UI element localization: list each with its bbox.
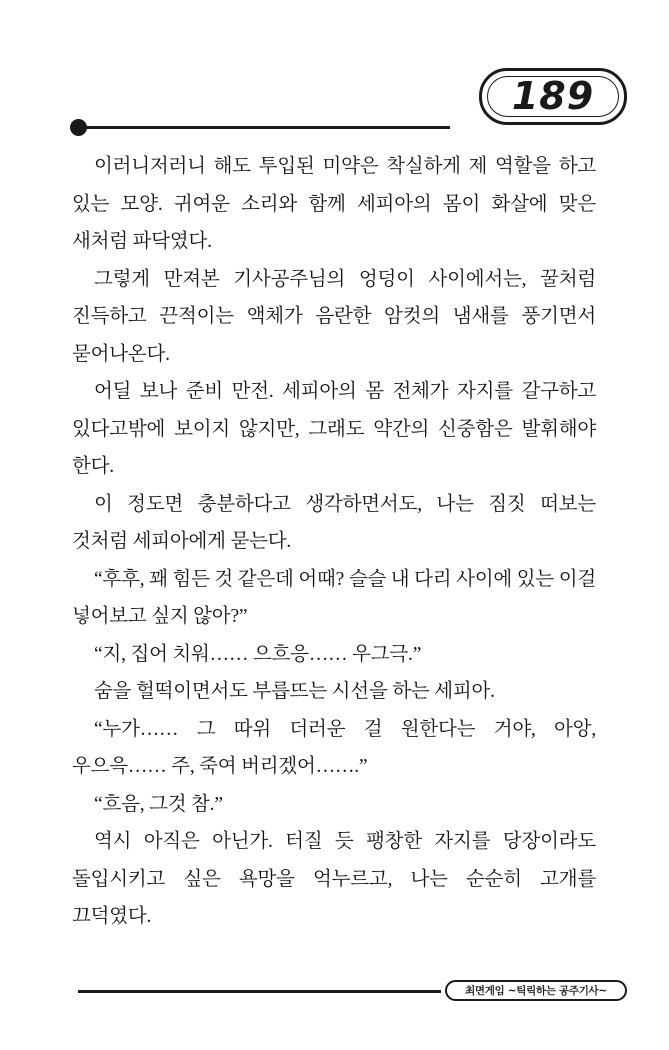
paragraph: “누가…… 그 따위 더러운 걸 원한다는 거야, 아앙, 우으윽…… 주, 죽여 버리겠어…….”: [72, 718, 596, 777]
paragraph: 이러니저러니 해도 투입된 미약은 착실하게 제 역할을 하고 있는 모양. 귀여운 소리와 함께 세피아의 몸이 화살에 맞은 새처럼 파닥였다.: [72, 156, 596, 252]
paragraph: 숨을 헐떡이면서도 부릅뜨는 시선을 하는 세피아.: [94, 681, 495, 702]
body-text: [72, 148, 596, 936]
paragraph: 이 정도면 충분하다고 생각하면서도, 나는 짐짓 떠보는 것처럼 세피아에게 묻는다.: [72, 493, 596, 552]
footer-title-badge: [445, 980, 627, 1001]
page-number: 189: [511, 74, 595, 118]
paragraph: 그렇게 만져본 기사공주님의 엉덩이 사이에서는, 꿀처럼 진득하고 끈적이는 액체가 음란한 암컷의 냄새를 풍기면서 묻어나온다.: [72, 268, 596, 365]
page-number-badge: [479, 68, 627, 125]
paragraph: “흐음, 그것 참.”: [94, 793, 223, 815]
footer-rule: [78, 990, 441, 993]
paragraph: 어딜 보나 준비 만전. 세피아의 몸 전체가 자지를 갈구하고 있다고밖에 보이지 않지만, 그래도 약간의 신중함은 발휘해야 한다.: [72, 381, 596, 477]
paragraph: 역시 아직은 아닌가. 터질 듯 팽창한 자지를 당장이라도 돌입시키고 싶은 욕망을 억누르고, 나는 순순히 고개를 끄덕였다.: [72, 831, 596, 927]
page-header: [60, 68, 627, 138]
header-rule: [78, 126, 450, 129]
page-footer: [78, 980, 627, 1002]
footer-title: 최면게임 ~틱릭하는 공주기사~: [465, 985, 607, 997]
paragraph: “후후, 꽤 힘든 것 같은데 어때? 슬슬 내 다리 사이에 있는 이걸 넣어보고 싶지 않아?”: [72, 568, 596, 627]
paragraph: “지, 집어 치워…… 으흐응…… 우그극.”: [94, 643, 422, 665]
